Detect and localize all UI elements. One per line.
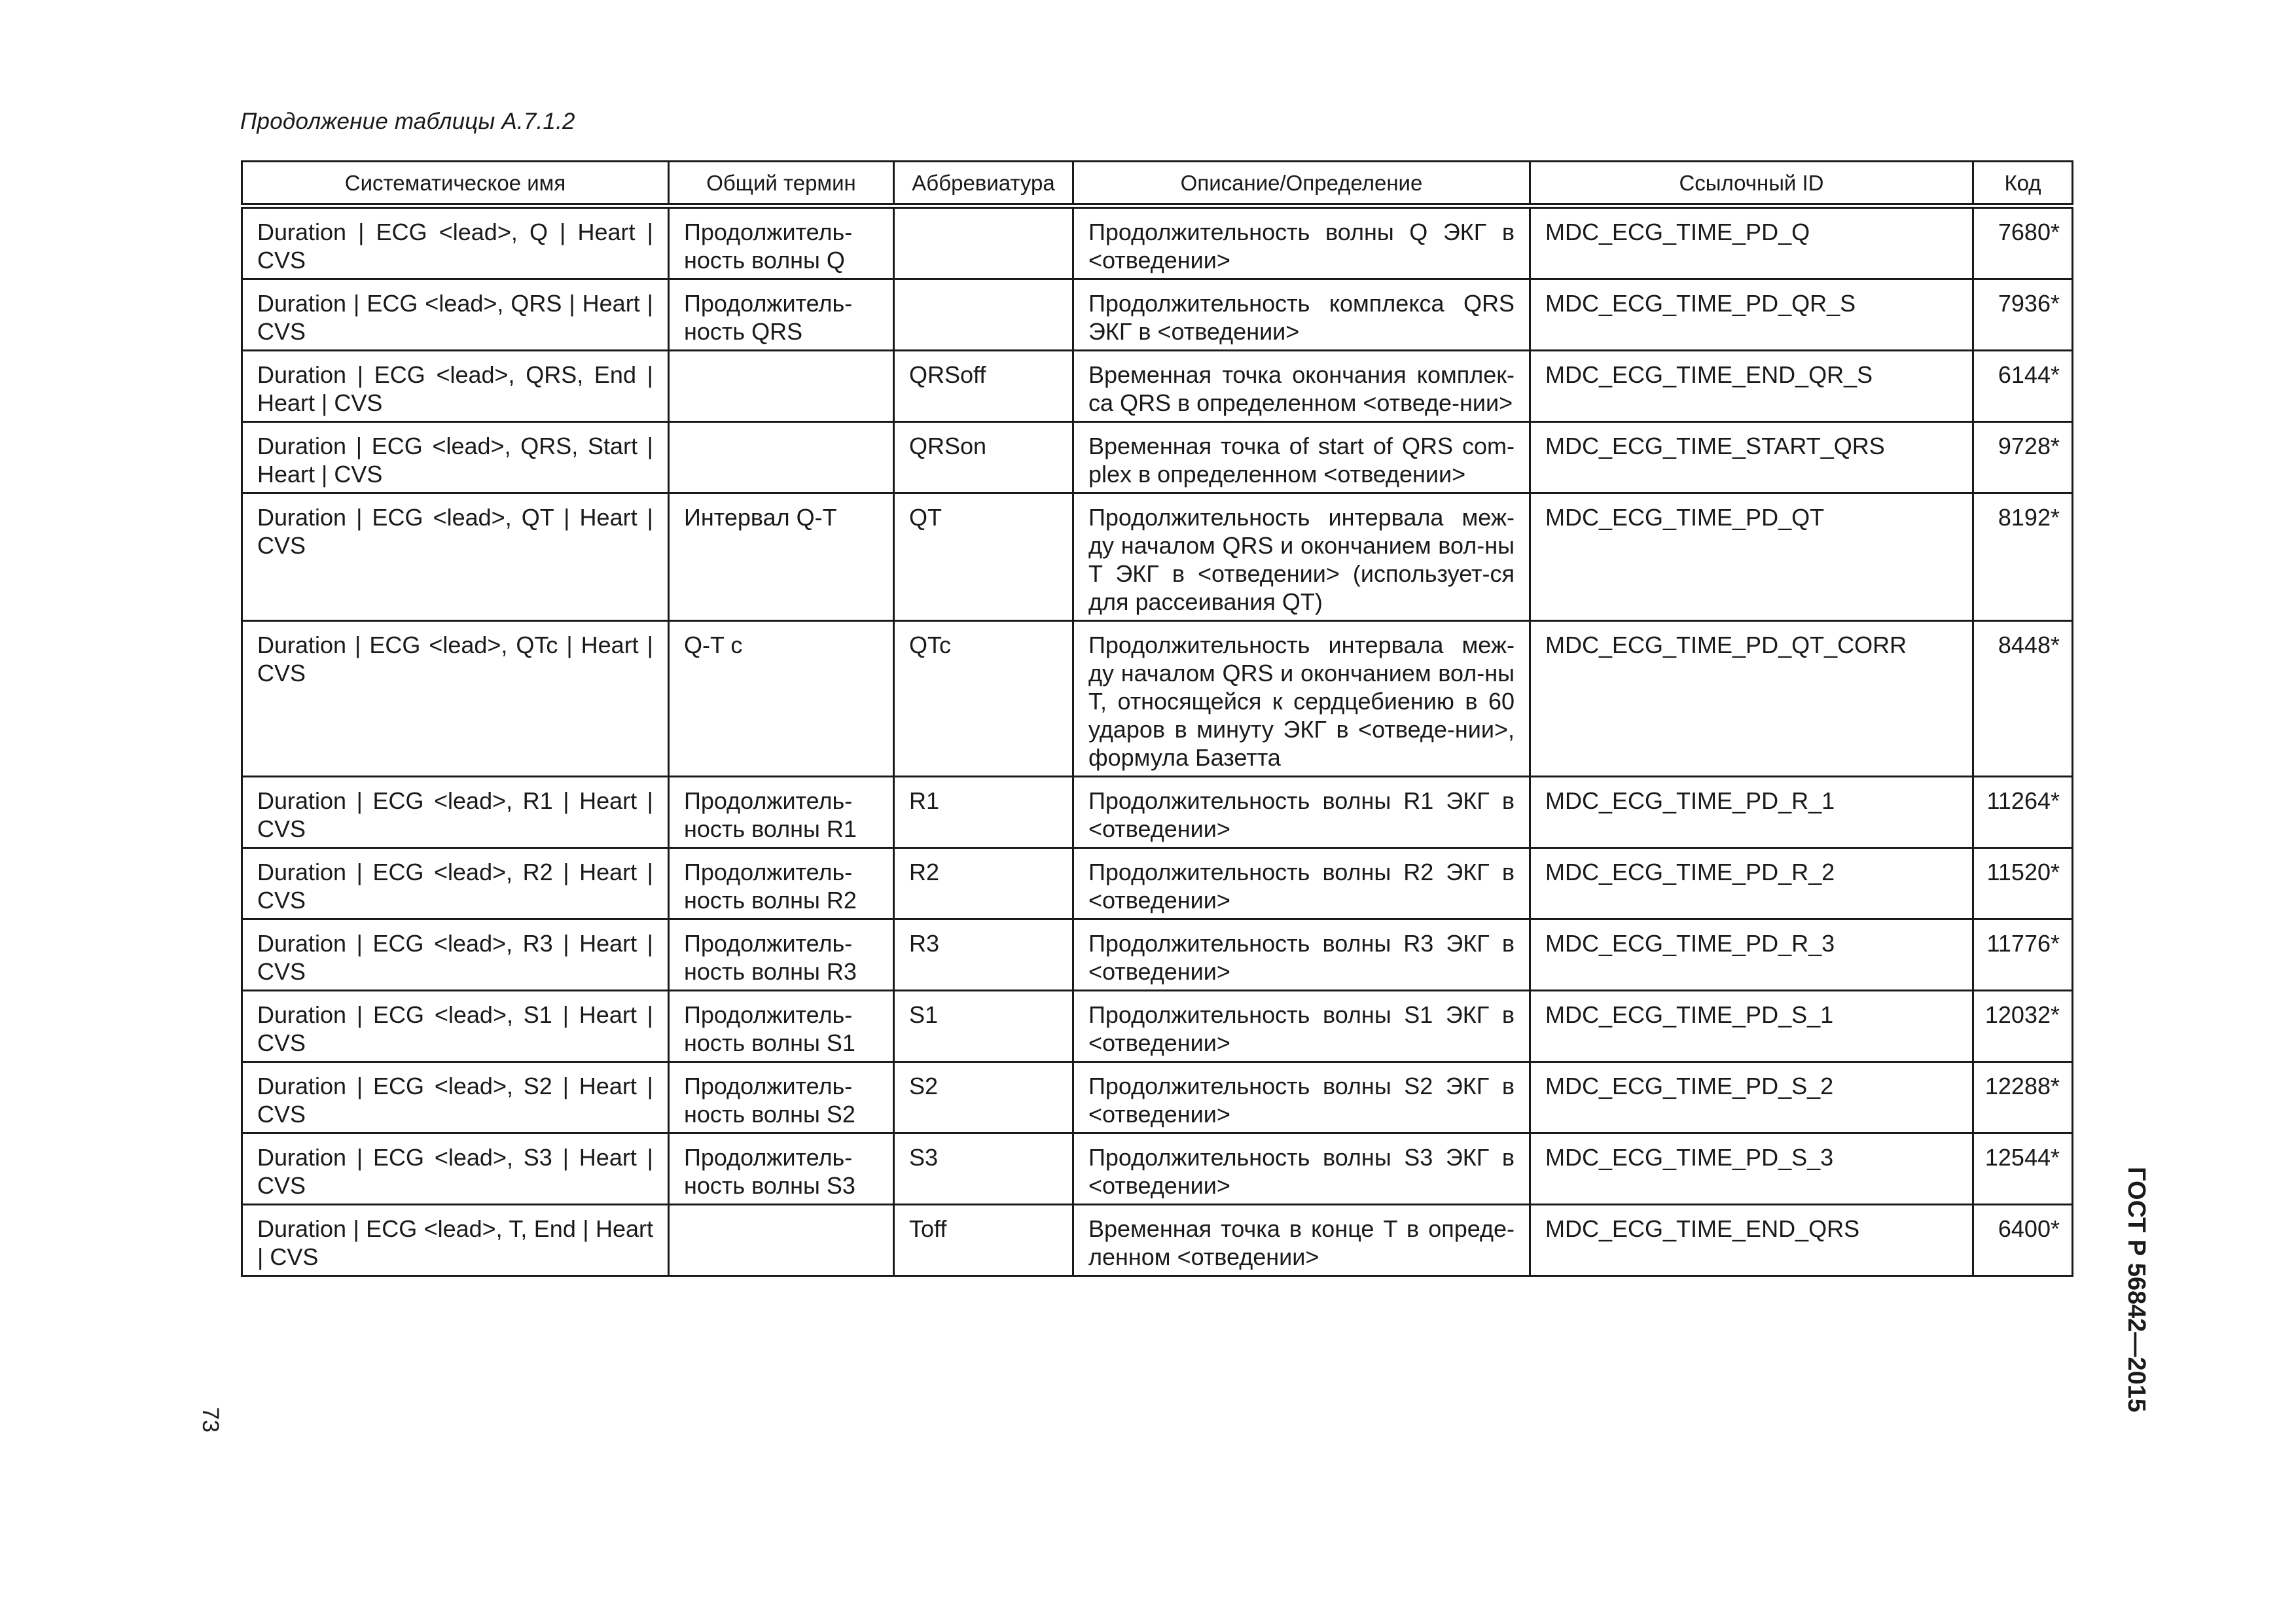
header-reference-id: Ссылочный ID xyxy=(1530,162,1973,206)
table-row xyxy=(242,279,2073,351)
cell-description: Продолжительность интервала меж-ду началом QRS и окончанием вол-ны T, относящейся к сердцебиению в 60 ударов в минуту ЭКГ в <отведе-нии>, формула Базетта xyxy=(1073,621,1530,777)
cell-description: Временная точка of start of QRS com-plex в определенном <отведении> xyxy=(1073,422,1530,493)
table-row xyxy=(242,1133,2073,1205)
cell-systematic-name: Duration | ECG <lead>, R3 | Heart | CVS xyxy=(242,919,669,991)
cell-abbreviation: QTc xyxy=(894,621,1073,777)
cell-systematic-name: Duration | ECG <lead>, T, End | Heart | CVS xyxy=(242,1205,669,1276)
cell-common-term: Продолжитель-ность волны S2 xyxy=(669,1062,894,1133)
document-standard-title: ГОСТ Р 56842—2015 xyxy=(2123,1167,2150,1412)
cell-common-term: Продолжитель-ность волны R1 xyxy=(669,777,894,848)
cell-reference-id: MDC_ECG_TIME_PD_R_2 xyxy=(1530,848,1973,919)
cell-code: 12288* xyxy=(1973,1062,2073,1133)
cell-code: 8192* xyxy=(1973,493,2073,621)
cell-systematic-name: Duration | ECG <lead>, QTc | Heart | CVS xyxy=(242,621,669,777)
cell-code: 7680* xyxy=(1973,206,2073,279)
header-abbreviation: Аббревиатура xyxy=(894,162,1073,206)
cell-code: 12032* xyxy=(1973,991,2073,1062)
cell-common-term: Продолжитель-ность волны R3 xyxy=(669,919,894,991)
cell-common-term: Продолжитель-ность QRS xyxy=(669,279,894,351)
table-caption: Продолжение таблицы А.7.1.2 xyxy=(240,109,575,134)
cell-reference-id: MDC_ECG_TIME_PD_R_3 xyxy=(1530,919,1973,991)
cell-abbreviation: QRSon xyxy=(894,422,1073,493)
cell-common-term: Продолжитель-ность волны Q xyxy=(669,206,894,279)
table-body xyxy=(242,206,2073,1276)
table-row xyxy=(242,621,2073,777)
cell-common-term: Интервал Q-T xyxy=(669,493,894,621)
cell-systematic-name: Duration | ECG <lead>, Q | Heart | CVS xyxy=(242,206,669,279)
cell-common-term xyxy=(669,351,894,422)
cell-abbreviation: R3 xyxy=(894,919,1073,991)
cell-reference-id: MDC_ECG_TIME_PD_S_3 xyxy=(1530,1133,1973,1205)
cell-code: 12544* xyxy=(1973,1133,2073,1205)
page-number: 73 xyxy=(198,1407,223,1433)
cell-description: Продолжительность комплекса QRS ЭКГ в <отведении> xyxy=(1073,279,1530,351)
cell-code: 7936* xyxy=(1973,279,2073,351)
cell-reference-id: MDC_ECG_TIME_PD_QR_S xyxy=(1530,279,1973,351)
cell-abbreviation: QT xyxy=(894,493,1073,621)
cell-description: Продолжительность волны S2 ЭКГ в <отведении> xyxy=(1073,1062,1530,1133)
cell-reference-id: MDC_ECG_TIME_PD_QT_CORR xyxy=(1530,621,1973,777)
cell-description: Продолжительность волны R2 ЭКГ в <отведении> xyxy=(1073,848,1530,919)
cell-abbreviation: S3 xyxy=(894,1133,1073,1205)
cell-systematic-name: Duration | ECG <lead>, QRS | Heart | CVS xyxy=(242,279,669,351)
cell-code: 8448* xyxy=(1973,621,2073,777)
header-common-term: Общий термин xyxy=(669,162,894,206)
cell-common-term: Продолжитель-ность волны S3 xyxy=(669,1133,894,1205)
cell-systematic-name: Duration | ECG <lead>, QRS, Start | Heart | CVS xyxy=(242,422,669,493)
cell-description: Продолжительность волны S1 ЭКГ в <отведении> xyxy=(1073,991,1530,1062)
cell-code: 9728* xyxy=(1973,422,2073,493)
cell-systematic-name: Duration | ECG <lead>, S3 | Heart | CVS xyxy=(242,1133,669,1205)
cell-systematic-name: Duration | ECG <lead>, R1 | Heart | CVS xyxy=(242,777,669,848)
cell-description: Временная точка в конце T в опреде-ленном <отведении> xyxy=(1073,1205,1530,1276)
cell-reference-id: MDC_ECG_TIME_START_QRS xyxy=(1530,422,1973,493)
header-code: Код xyxy=(1973,162,2073,206)
table-row xyxy=(242,991,2073,1062)
cell-code: 11776* xyxy=(1973,919,2073,991)
cell-description: Временная точка окончания комплек-са QRS в определенном <отведе-нии> xyxy=(1073,351,1530,422)
cell-systematic-name: Duration | ECG <lead>, QT | Heart | CVS xyxy=(242,493,669,621)
cell-systematic-name: Duration | ECG <lead>, S1 | Heart | CVS xyxy=(242,991,669,1062)
cell-common-term: Продолжитель-ность волны R2 xyxy=(669,848,894,919)
table-row xyxy=(242,1062,2073,1133)
cell-reference-id: MDC_ECG_TIME_END_QRS xyxy=(1530,1205,1973,1276)
table-header xyxy=(242,162,2073,206)
cell-reference-id: MDC_ECG_TIME_PD_Q xyxy=(1530,206,1973,279)
cell-code: 11264* xyxy=(1973,777,2073,848)
cell-abbreviation: Toff xyxy=(894,1205,1073,1276)
cell-systematic-name: Duration | ECG <lead>, QRS, End | Heart | CVS xyxy=(242,351,669,422)
table-row xyxy=(242,848,2073,919)
cell-reference-id: MDC_ECG_TIME_END_QR_S xyxy=(1530,351,1973,422)
table-row xyxy=(242,919,2073,991)
data-table xyxy=(241,160,2073,1277)
cell-common-term: Q-T c xyxy=(669,621,894,777)
cell-code: 11520* xyxy=(1973,848,2073,919)
cell-reference-id: MDC_ECG_TIME_PD_QT xyxy=(1530,493,1973,621)
cell-systematic-name: Duration | ECG <lead>, R2 | Heart | CVS xyxy=(242,848,669,919)
cell-abbreviation xyxy=(894,279,1073,351)
cell-abbreviation: QRSoff xyxy=(894,351,1073,422)
cell-abbreviation: S1 xyxy=(894,991,1073,1062)
cell-abbreviation: R1 xyxy=(894,777,1073,848)
cell-description: Продолжительность волны Q ЭКГ в <отведении> xyxy=(1073,206,1530,279)
table-row xyxy=(242,777,2073,848)
cell-common-term: Продолжитель-ность волны S1 xyxy=(669,991,894,1062)
cell-systematic-name: Duration | ECG <lead>, S2 | Heart | CVS xyxy=(242,1062,669,1133)
cell-common-term xyxy=(669,422,894,493)
cell-code: 6400* xyxy=(1973,1205,2073,1276)
cell-description: Продолжительность волны S3 ЭКГ в <отведении> xyxy=(1073,1133,1530,1205)
cell-description: Продолжительность волны R3 ЭКГ в <отведении> xyxy=(1073,919,1530,991)
cell-description: Продолжительность интервала меж-ду началом QRS и окончанием вол-ны T ЭКГ в <отведении> (использует-ся для рассеивания QT) xyxy=(1073,493,1530,621)
header-description: Описание/Определение xyxy=(1073,162,1530,206)
cell-reference-id: MDC_ECG_TIME_PD_R_1 xyxy=(1530,777,1973,848)
cell-description: Продолжительность волны R1 ЭКГ в <отведении> xyxy=(1073,777,1530,848)
cell-abbreviation: S2 xyxy=(894,1062,1073,1133)
header-systematic-name: Систематическое имя xyxy=(242,162,669,206)
cell-abbreviation xyxy=(894,206,1073,279)
cell-abbreviation: R2 xyxy=(894,848,1073,919)
cell-common-term xyxy=(669,1205,894,1276)
table-row xyxy=(242,1205,2073,1276)
cell-reference-id: MDC_ECG_TIME_PD_S_1 xyxy=(1530,991,1973,1062)
cell-code: 6144* xyxy=(1973,351,2073,422)
table-row xyxy=(242,422,2073,493)
table-row xyxy=(242,351,2073,422)
cell-reference-id: MDC_ECG_TIME_PD_S_2 xyxy=(1530,1062,1973,1133)
table-row xyxy=(242,493,2073,621)
table-row xyxy=(242,206,2073,279)
